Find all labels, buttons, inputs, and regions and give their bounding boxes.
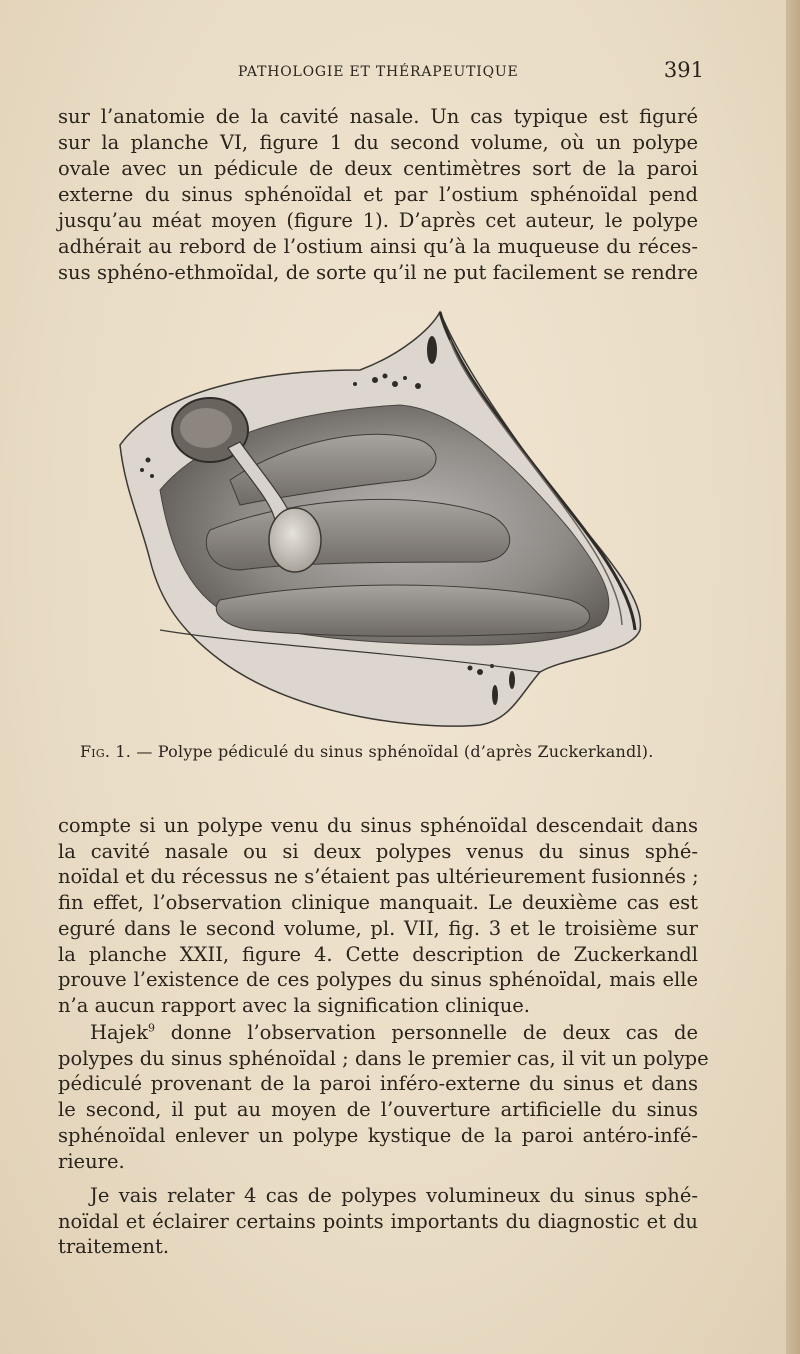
- text-line: traitement.: [58, 1235, 170, 1259]
- figure-caption-text: — Polype pédiculé du sinus sphénoïdal (d’après Zuckerkandl).: [136, 742, 654, 761]
- text-line: polypes du sinus sphénoïdal ; dans le premier cas, il vit un polype: [58, 1046, 709, 1070]
- anatomical-illustration: [100, 300, 660, 730]
- running-header: [58, 58, 704, 88]
- text-line: adhérait au rebord de l’ostium ainsi qu’à la muqueuse du réces-: [58, 235, 698, 258]
- author-name: Hajek: [90, 1021, 149, 1044]
- text-line: noïdal et du récessus ne s’étaient pas ultérieurement fusionnés ;: [58, 865, 699, 889]
- text-line: noïdal et éclairer certains points importants du diagnostic et du: [58, 1209, 698, 1233]
- text-line: rieure.: [58, 1149, 125, 1173]
- sphenoid-sinus-interior: [180, 408, 232, 448]
- text-line: sur l’anatomie de la cavité nasale. Un cas typique est figuré: [58, 105, 698, 128]
- paragraph-3: [58, 1020, 709, 1174]
- running-title: PATHOLOGIE ET THÉRAPEUTIQUE: [238, 64, 519, 80]
- text-line: prouve l’existence de ces polypes du sinus sphénoïdal, mais elle: [58, 968, 698, 992]
- text-line: sur la planche VI, figure 1 du second volume, où un polype: [58, 131, 698, 154]
- text-line: fin effet, l’observation clinique manquait. Le deuxième cas est: [58, 891, 698, 915]
- text-line: le second, il put au moyen de l’ouverture artificielle du sinus: [58, 1098, 698, 1122]
- page-edge: [786, 0, 800, 1354]
- text-line: Je vais relater 4 cas de polypes volumineux du sinus sphé-: [90, 1184, 698, 1207]
- text-line: pédiculé provenant de la paroi inféro-externe du sinus et dans: [58, 1072, 698, 1096]
- paragraph-4: [58, 1183, 698, 1260]
- text-line: la cavité nasale ou si deux polypes venus du sinus sphé-: [58, 839, 698, 863]
- text-line: n’a aucun rapport avec la signification clinique.: [58, 993, 530, 1017]
- text-line: ovale avec un pédicule de deux centimètres sort de la paroi: [58, 157, 698, 180]
- page-number: 391: [663, 58, 704, 82]
- nasal-cavity-engraving: [100, 300, 660, 730]
- text-line: sus sphéno-ethmoïdal, de sorte qu’il ne put facilement se rendre: [58, 261, 698, 284]
- figure-caption: [80, 742, 720, 761]
- text-line: eguré dans le second volume, pl. VII, fig. 3 et le troisième sur: [58, 916, 698, 940]
- paragraph-1: [58, 104, 698, 286]
- footnote-ref: 9: [148, 1021, 156, 1035]
- text-line: jusqu’au méat moyen (figure 1). D’après cet auteur, le polype: [58, 209, 698, 232]
- text-line: [58, 1020, 698, 1046]
- text-line: compte si un polype venu du sinus sphénoïdal descendait dans: [58, 814, 698, 837]
- paragraph-2: [58, 813, 698, 1019]
- text-line: la planche XXII, figure 4. Cette description de Zuckerkandl: [58, 942, 698, 966]
- polyp-body: [269, 508, 321, 572]
- figure-label: Fig. 1.: [80, 742, 132, 761]
- text-segment: donne l’observation personnelle de deux cas de: [155, 1021, 698, 1044]
- text-line: sphénoïdal enlever un polype kystique de la paroi antéro-infé-: [58, 1123, 698, 1147]
- text-line: externe du sinus sphénoïdal et par l’ostium sphénoïdal pend: [58, 183, 698, 206]
